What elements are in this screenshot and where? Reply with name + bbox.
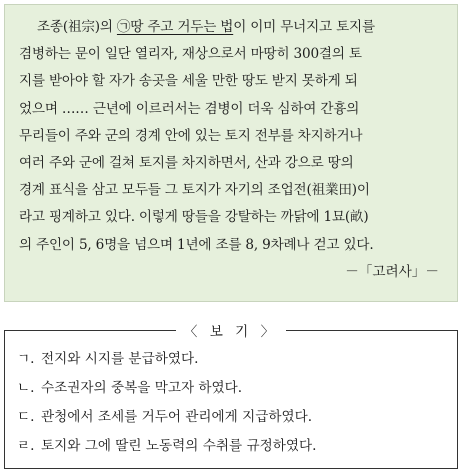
passage-source: －「고려사」－ [345, 263, 439, 280]
bogi-item [17, 374, 447, 403]
bogi-item-text: 관청에서 조세를 거두어 관리에게 지급하였다. [41, 409, 313, 425]
passage-line: 경계 표식을 삼고 모두들 그 토지가 자기의 조업전(祖業田)이 [19, 182, 370, 199]
source-passage [4, 4, 458, 302]
bogi-item [17, 403, 447, 432]
passage-line: 지를 받아야 할 자가 송곳을 세울 만한 땅도 받지 못하게 되 [19, 73, 358, 90]
passage-line-text: 조종(祖宗)의 [37, 19, 117, 35]
passage-line [19, 14, 449, 41]
passage-line: 라고 핑계하고 있다. 이렇게 땅들을 강탈하는 까닭에 1묘(畝) [19, 209, 369, 226]
passage-line: 여러 주와 군에 걸쳐 토지를 차지하면서, 산과 강으로 땅의 [19, 155, 354, 172]
bogi-title-text: 〈 보 기 〉 [176, 324, 286, 340]
bogi-box [4, 324, 458, 469]
bogi-item [17, 345, 447, 374]
passage-line-text: 이 이미 무너지고 토지를 [233, 19, 375, 35]
bogi-title [5, 320, 457, 340]
passage-line: 의 주인이 5, 6명을 넘으며 1년에 조를 8, 9차례나 걷고 있다. [19, 236, 374, 253]
bogi-item-text: 토지와 그에 딸린 노동력의 수취를 규정하였다. [41, 438, 317, 454]
passage-line: 었으며 …… 근년에 이르러서는 겸병이 더욱 심하여 간흉의 [19, 100, 360, 117]
bogi-item [17, 432, 447, 461]
bogi-item-marker: ㄱ. [17, 351, 35, 367]
marked-phrase: ㉠땅 주고 거두는 법 [116, 19, 234, 35]
bogi-item-marker: ㄷ. [17, 409, 35, 425]
bogi-item-text: 수조권자의 중복을 막고자 하였다. [41, 380, 243, 396]
passage-line: 겸병하는 문이 일단 열리자, 재상으로서 마땅히 300결의 토 [19, 46, 362, 63]
bogi-item-marker: ㄹ. [17, 438, 35, 454]
passage-line: 무리들이 주와 군의 경계 안에 있는 토지 전부를 차지하거나 [19, 127, 363, 144]
bogi-item-marker: ㄴ. [17, 380, 35, 396]
bogi-item-text: 전지와 시지를 분급하였다. [41, 351, 199, 367]
